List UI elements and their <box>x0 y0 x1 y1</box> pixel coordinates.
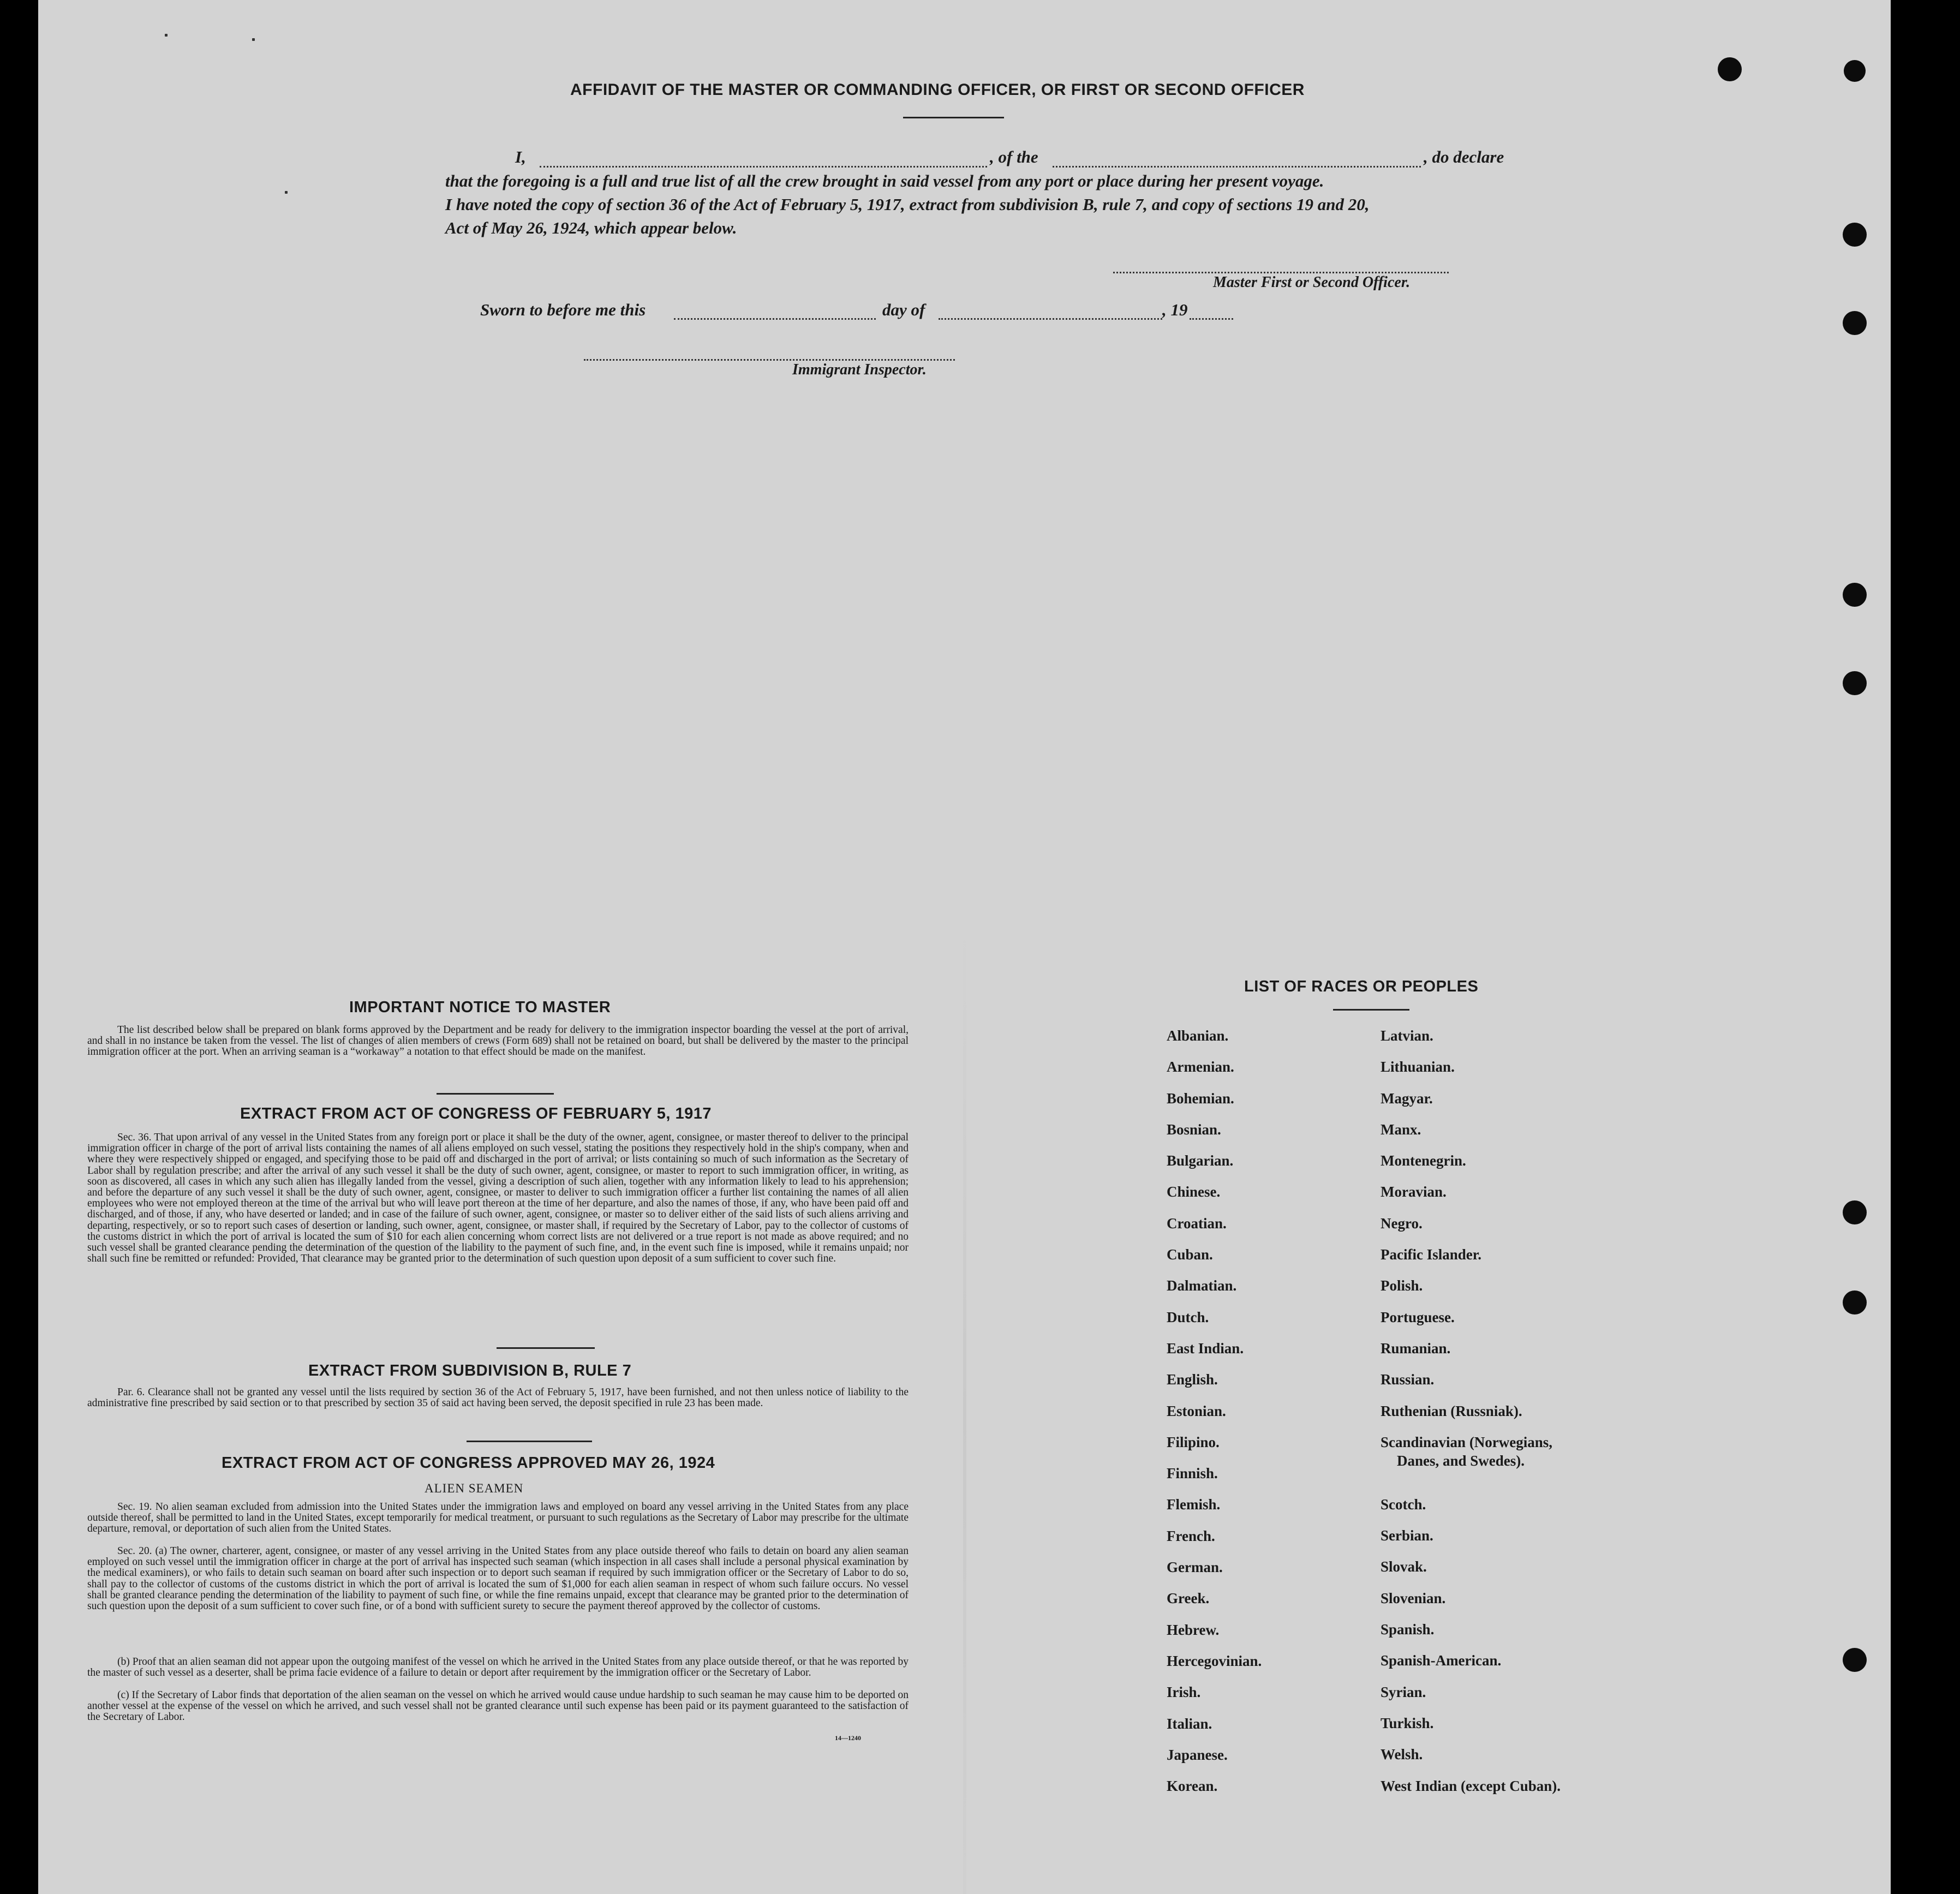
sworn-prefix: Sworn to before me this <box>480 300 646 319</box>
races-title: LIST OF RACES OR PEOPLES <box>1244 978 1479 995</box>
notice-title: IMPORTANT NOTICE TO MASTER <box>349 999 611 1016</box>
extract-1924-sec20a: Sec. 20. (a) The owner, charterer, agent, consignee, or master of any vessel arriving in the United States from any place outside thereof who fails to detain on board any alien seaman employed on such vessel until the immigration officer in charge at the port of arrival has inspected such seaman (which inspection in all cases shall include a personal physical examination by the medical examiners), or who fails to detain such seaman on board after such inspection or to deport such seaman if required by such immigration officer or the Secretary of Labor to do so, shall pay to the collector of customs of the customs district in which the port of arrival is located the sum of $1,000 for each alien seaman in respect of whom such failure occurs. No vessel shall be granted clearance pending the determination of the liability to payment of such fine, or while the fine remains unpaid, except that clearance may be granted prior to the determination of such question upon the deposit of a sum sufficient to cover such fine, or of a bond with sufficient surety to secure the payment thereof approved by the collector of customs. <box>87 1545 909 1612</box>
race-item: Flemish. <box>1167 1496 1221 1513</box>
vessel-name-field[interactable] <box>1053 166 1421 168</box>
races-title-underline <box>1333 1009 1409 1011</box>
punch-hole <box>1843 583 1867 607</box>
form-page <box>38 0 1891 1894</box>
races-left-column <box>1167 1020 1262 1802</box>
race-item: Polish. <box>1381 1277 1423 1294</box>
race-item: Welsh. <box>1381 1746 1423 1763</box>
race-item: Armenian. <box>1167 1059 1234 1076</box>
race-item: Scandinavian (Norwegians, <box>1381 1433 1553 1450</box>
race-item: Japanese. <box>1167 1746 1228 1763</box>
race-item: Spanish. <box>1381 1621 1435 1638</box>
race-item: Hercegovinian. <box>1167 1652 1262 1669</box>
master-signature-field[interactable] <box>1113 272 1449 273</box>
race-item: Pacific Islander. <box>1381 1246 1481 1263</box>
races-right-column <box>1381 1020 1561 1802</box>
divider <box>497 1347 595 1349</box>
declaration-line-2: that the foregoing is a full and true list of all the crew brought in said vessel from any port or place during her present voyage. <box>445 171 1324 190</box>
race-item: Russian. <box>1381 1371 1435 1388</box>
declare-suffix: , do declare <box>1424 147 1504 166</box>
race-item: Bulgarian. <box>1167 1152 1234 1169</box>
race-item: Magyar. <box>1381 1090 1433 1107</box>
form-number: 14—1240 <box>835 1734 861 1742</box>
race-item: Dalmatian. <box>1167 1277 1237 1294</box>
punch-hole <box>1843 1200 1867 1224</box>
extract-rule7-body: Par. 6. Clearance shall not be granted any vessel until the lists required by section 36 of the Act of February 5, 1917, have been furnished, and not then unless notice of liability to the administrative fine prescribed by said section or to that prescribed by section 35 of said act having been served, the deposit specified in rule 23 has been made. <box>87 1387 909 1409</box>
punch-hole <box>1718 57 1742 81</box>
race-item: French. <box>1167 1527 1215 1544</box>
divider <box>467 1441 592 1442</box>
notice-body: The list described below shall be prepared on blank forms approved by the Department and be ready for delivery to the immigration inspector boarding the vessel at the port of arrival, and shall in no instance be taken from the vessel. The list of changes of alien members of crews (Form 689) shall not be retained on board, but shall be delivered by the master to the principal immigration officer at the port. When an arriving seaman is a “workaway” a notation to that effect should be made on the manifest. <box>87 1024 909 1058</box>
title-underline <box>903 117 1004 118</box>
race-item: Spanish-American. <box>1381 1652 1502 1669</box>
race-item: Slovenian. <box>1381 1590 1446 1606</box>
race-item: Korean. <box>1167 1778 1218 1795</box>
extract-1924-sec20c: (c) If the Secretary of Labor finds that deportation of the alien seaman on the vessel on which he arrived would cause undue hardship to such seaman he may cause him to be deported on another vessel at the expense of the vessel on which he arrived, and such vessel shall not be granted clearance until such expense has been paid or its payment guaranteed to the satisfaction of the Secretary of Labor. <box>87 1689 909 1723</box>
race-item: Filipino. <box>1167 1433 1220 1450</box>
extract-1924-title: EXTRACT FROM ACT OF CONGRESS APPROVED MAY 26, 1924 <box>222 1454 715 1472</box>
race-item: West Indian (except Cuban). <box>1381 1777 1561 1794</box>
inspector-signature-field[interactable] <box>584 359 955 361</box>
race-item: Turkish. <box>1381 1714 1434 1731</box>
declarant-name-field[interactable] <box>540 166 987 168</box>
alien-seamen-heading: ALIEN SEAMEN <box>425 1481 524 1495</box>
declaration-line-4: Act of May 26, 1924, which appear below. <box>445 218 737 237</box>
master-signature-label: Master First or Second Officer. <box>1213 274 1411 291</box>
extract-1917-title: EXTRACT FROM ACT OF CONGRESS OF FEBRUARY 5, 1917 <box>240 1105 712 1122</box>
race-item: Greek. <box>1167 1590 1210 1607</box>
punch-hole <box>1843 671 1867 695</box>
race-item: Croatian. <box>1167 1215 1227 1232</box>
affidavit-title: AFFIDAVIT OF THE MASTER OR COMMANDING OFFICER, OR FIRST OR SECOND OFFICER <box>570 81 1305 99</box>
declaration-line-3: I have noted the copy of section 36 of the Act of February 5, 1917, extract from subdivision B, rule 7, and copy of sections 19 and 20, <box>445 195 1370 214</box>
race-item: Rumanian. <box>1381 1340 1451 1357</box>
declarant-prefix: I, <box>515 147 526 166</box>
race-item: Negro. <box>1381 1215 1423 1232</box>
race-item: Cuban. <box>1167 1246 1213 1263</box>
extract-rule7-title: EXTRACT FROM SUBDIVISION B, RULE 7 <box>308 1362 632 1379</box>
race-item: Estonian. <box>1167 1402 1226 1419</box>
sworn-day-of-label: day of <box>882 300 925 319</box>
race-item: Finnish. <box>1167 1465 1218 1482</box>
race-item: Italian. <box>1167 1715 1212 1732</box>
race-item: English. <box>1167 1371 1218 1388</box>
race-item: Danes, and Swedes). <box>1397 1452 1525 1469</box>
race-item: Bosnian. <box>1167 1121 1221 1138</box>
punch-hole <box>1843 1648 1867 1672</box>
race-item: Lithuanian. <box>1381 1059 1455 1076</box>
race-item: Moravian. <box>1381 1184 1447 1200</box>
race-item: Scotch. <box>1381 1496 1426 1513</box>
speck <box>165 34 168 37</box>
sworn-day-field[interactable] <box>674 318 876 320</box>
divider <box>437 1093 554 1095</box>
speck <box>285 191 288 194</box>
speck <box>252 38 255 41</box>
sworn-month-field[interactable] <box>939 318 1162 320</box>
race-item: Montenegrin. <box>1381 1152 1466 1169</box>
punch-hole <box>1843 1290 1867 1315</box>
race-item: Portuguese. <box>1381 1309 1455 1325</box>
race-item: Hebrew. <box>1167 1621 1220 1638</box>
race-item: Slovak. <box>1381 1558 1427 1575</box>
extract-1917-body: Sec. 36. That upon arrival of any vessel in the United States from any foreign port or place it shall be the duty of the owner, agent, consignee, or master thereof to deliver to the principal immigration officer in charge of the port of arrival lists containing the names of all aliens employed on such vessel, stating the positions they respectively hold in the ship's company, when and where they were respectively shipped or engaged, and specifying those to be paid off and discharged in the port of arrival; or lists containing so much of such information as the Secretary of Labor shall by regulation prescribe; and after the arrival of any such vessel it shall be the duty of such owner, agent, consignee, or master to report to such immigration officer, in writing, as soon as discovered, all cases in which any such alien has illegally landed from the vessel, giving a description of such alien, together with any information likely to lead to his apprehension; and before the departure of any such vessel it shall be the duty of such owner, agent, consignee, or master to deliver to such immigration officer a further list containing the names of all alien employees who were not employed thereon at the time of the arrival but who will leave port thereon at the time of her departure, and also the names of those, if any, who have been paid off and discharged, and of those, if any, who have deserted or landed; and in case of the failure of such owner, agent, consignee, or master so to deliver either of the said lists of such aliens arriving and departing, respectively, or so to report such cases of desertion or landing, such owner, agent, consignee, or master shall, if required by the Secretary of Labor, pay to the collector of customs of the customs district in which the port of arrival is located the sum of $10 for each alien concerning whom correct lists are not delivered or a true report is not made as above required; and no such vessel shall be granted clearance pending the determination of the question of the liability to the payment of such fine, and, in the event such fine is imposed, while it remains unpaid; nor shall such fine be remitted or refunded: Provided, That clearance may be granted prior to the determination of such question upon deposit of a sum sufficient to cover such fine. <box>87 1132 909 1265</box>
race-item: Dutch. <box>1167 1309 1209 1325</box>
race-item: Manx. <box>1381 1121 1421 1138</box>
center-fold <box>963 928 966 1894</box>
race-item: Ruthenian (Russniak). <box>1381 1402 1522 1419</box>
race-item: German. <box>1167 1559 1223 1576</box>
race-item: East Indian. <box>1167 1340 1244 1357</box>
race-item: Chinese. <box>1167 1184 1221 1200</box>
race-item: Irish. <box>1167 1684 1201 1701</box>
punch-hole <box>1844 60 1866 82</box>
race-item: Latvian. <box>1381 1027 1433 1044</box>
sworn-year-prefix: , 19 <box>1162 300 1188 319</box>
punch-hole <box>1843 311 1867 335</box>
sworn-year-field[interactable] <box>1190 318 1233 320</box>
race-item: Bohemian. <box>1167 1090 1234 1107</box>
race-item: Albanian. <box>1167 1027 1229 1044</box>
vessel-prefix: , of the <box>990 147 1038 166</box>
race-item: Syrian. <box>1381 1683 1426 1700</box>
punch-hole <box>1843 223 1867 247</box>
inspector-signature-label: Immigrant Inspector. <box>792 361 927 378</box>
extract-1924-sec20b: (b) Proof that an alien seaman did not appear upon the outgoing manifest of the vessel on which he arrived in the United States from any place outside thereof, or that he was reported by the master of such vessel as a deserter, shall be prima facie evidence of a failure to detain or deport after requirement by the immigration officer or the Secretary of Labor. <box>87 1656 909 1679</box>
race-item: Serbian. <box>1381 1527 1433 1544</box>
extract-1924-sec19: Sec. 19. No alien seaman excluded from admission into the United States under the immigration laws and employed on board any vessel arriving in the United States from any place outside thereof, shall be permitted to land in the United States, except temporarily for medical treatment, or pursuant to such regulations as the Secretary of Labor may prescribe for the ultimate departure, removal, or deportation of such alien from the United States. <box>87 1501 909 1535</box>
